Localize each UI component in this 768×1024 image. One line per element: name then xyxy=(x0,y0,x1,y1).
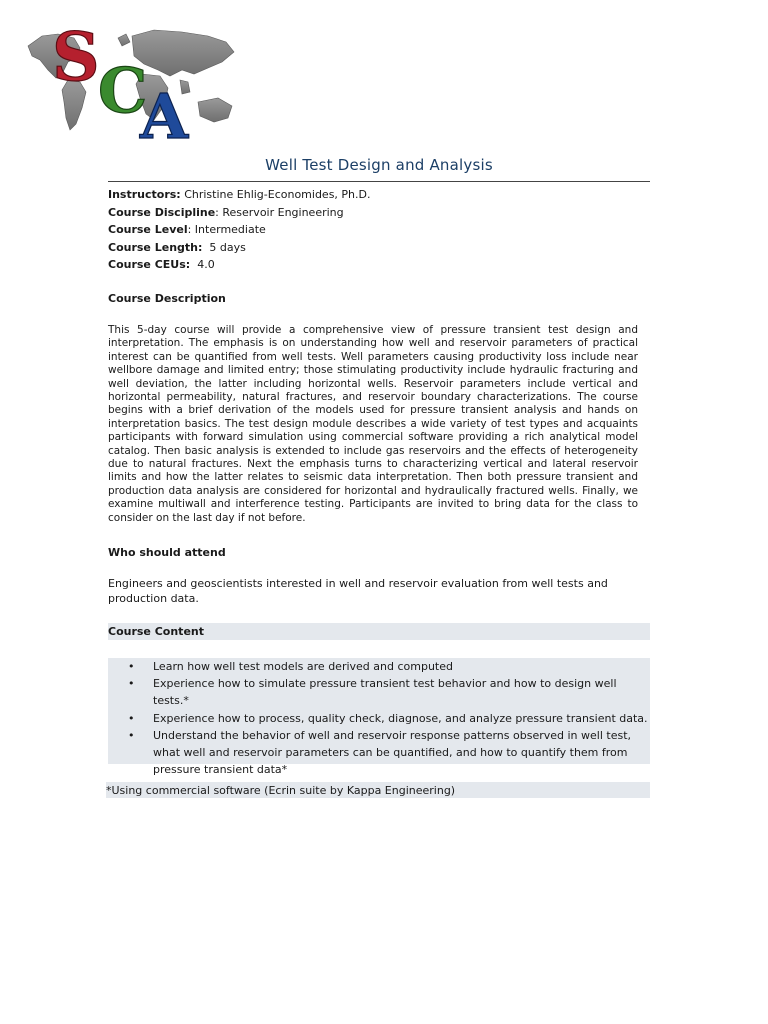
list-item xyxy=(108,727,650,779)
bullet-icon: • xyxy=(128,711,135,725)
logo-letter-s: S xyxy=(52,18,100,96)
sca-logo-graphic xyxy=(22,18,242,142)
length-value: 5 days xyxy=(202,240,246,254)
bullet-icon: • xyxy=(128,728,135,742)
level-row xyxy=(108,221,650,239)
course-content-heading-bar xyxy=(108,623,650,640)
instructors-row xyxy=(108,186,650,204)
instructors-value: Christine Ehlig-Economides, Ph.D. xyxy=(180,188,371,201)
page-title: Well Test Design and Analysis xyxy=(265,156,493,174)
level-value: : Intermediate xyxy=(187,223,266,237)
bullet-icon: • xyxy=(128,677,135,691)
bullet-icon: • xyxy=(128,660,135,673)
instructors-label: Instructors: xyxy=(108,188,181,201)
footnote-text: *Using commercial software (Ecrin suite by Kappa Engineering) xyxy=(106,784,456,797)
level-label: Course Level xyxy=(108,223,188,237)
discipline-label: Course Discipline xyxy=(108,205,216,219)
course-content-heading: Course Content xyxy=(108,625,204,638)
description-heading: Course Description xyxy=(108,292,226,305)
list-item-text: Understand the behavior of well and reservoir response patterns observed in well test, what well and reservoir parameters can be quantified, and how to quantify them from pressure transient data* xyxy=(153,728,632,777)
list-item xyxy=(108,675,650,709)
list-item-text: Experience how to simulate pressure transient test behavior and how to design well tests.* xyxy=(153,677,617,708)
list-item xyxy=(108,710,650,727)
list-item-text: Learn how well test models are derived and computed xyxy=(153,660,453,673)
discipline-value: : Reservoir Engineering xyxy=(215,205,344,219)
footnote-bar xyxy=(106,782,650,798)
attend-text: Engineers and geoscientists interested in well and reservoir evaluation from well tests and production data. xyxy=(108,577,608,605)
length-row xyxy=(108,239,650,257)
sca-logo xyxy=(22,18,242,142)
logo-letter-a: A xyxy=(140,80,189,142)
logo-letter-c: C xyxy=(98,54,148,127)
discipline-row xyxy=(108,204,650,222)
ceus-value: 4.0 xyxy=(190,258,215,272)
description-text: This 5-day course will provide a comprehensive view of pressure transient test design and interpretation. The emphasis is on understanding how well and reservoir parameters of practical interest can be quantified from well tests. Well parameters causing productivity loss include near wellbore damage and limited entry; those stimulating productivity include hydraulic fracturing and well deviation, the latter including horizontal wells. Reservoir parameters include vertical and horizontal permeability, natural fractures, and reservoir boundary characterizations. The course begins with a brief derivation of the models used for pressure transient analysis and hands on interpretation basics. The test design module describes a wide variety of test types and acquaints participants with forward simulation using commercial software providing a rich analytical model catalog. Then basic analysis is extended to include gas reservoirs and the effects of heterogeneity due to natural fractures. Next the emphasis turns to characterizing vertical and lateral reservoir limits and how the latter relates to seismic data interpretation. Then both pressure transient and production data analysis are considered for horizontal and hydraulically fractured wells. Finally, we examine multiwall and interference testing. Participants are invited to bring data for the class to consider on the last day if not before. xyxy=(108,324,638,524)
attend-heading: Who should attend xyxy=(108,546,226,559)
ceus-label: Course CEUs: xyxy=(108,258,191,272)
title-divider xyxy=(108,181,650,182)
course-content-list xyxy=(108,658,650,777)
list-item-text: Experience how to process, quality check, diagnose, and analyze pressure transient data. xyxy=(153,711,648,725)
length-label: Course Length: xyxy=(108,240,203,254)
course-meta xyxy=(108,186,650,274)
ceus-row xyxy=(108,256,650,274)
list-item xyxy=(108,658,650,675)
